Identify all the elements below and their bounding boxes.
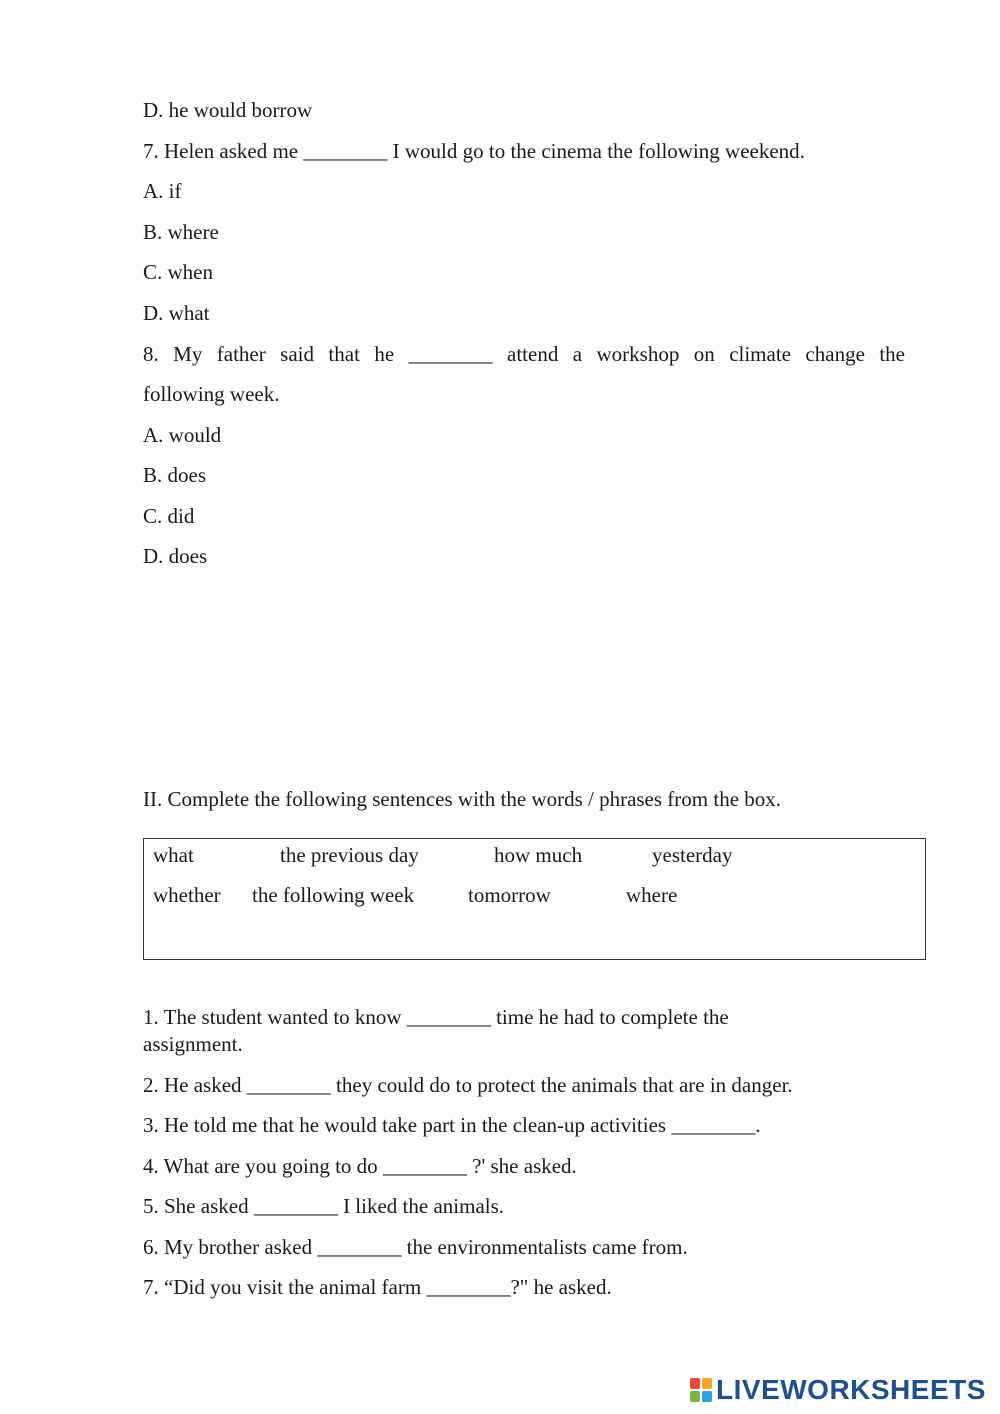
- q8-word: the: [879, 342, 905, 366]
- box-word-whether: whether: [153, 883, 221, 907]
- question-3: 3. He told me that he would take part in the clean-up activities ________.: [143, 1113, 761, 1137]
- q8-word: a: [572, 342, 583, 366]
- q8-word: said: [280, 342, 314, 366]
- q8-word: change: [805, 342, 865, 366]
- question-6: 6. My brother asked ________ the environmentalists came from.: [143, 1235, 688, 1259]
- option-b-q7: B. where: [143, 220, 219, 244]
- question-8-line-1: [143, 341, 905, 367]
- q8-word: on: [693, 342, 715, 366]
- liveworksheets-logo: [690, 1374, 986, 1406]
- option-b-q8: B. does: [143, 463, 206, 487]
- word-box: [143, 838, 926, 960]
- question-1-line-2: assignment.: [143, 1032, 243, 1056]
- option-d-q6: D. he would borrow: [143, 98, 313, 122]
- option-d-q8: D. does: [143, 544, 208, 568]
- q8-word: workshop: [596, 342, 680, 366]
- question-2: 2. He asked ________ they could do to protect the animals that are in danger.: [143, 1073, 793, 1097]
- question-8-line-2: following week.: [143, 382, 280, 406]
- q8-word: that: [328, 342, 360, 366]
- question-4: 4. What are you going to do ________ ?' she asked.: [143, 1154, 577, 1178]
- q8-word: climate: [729, 342, 791, 366]
- question-7: 7. Helen asked me ________ I would go to the cinema the following weekend.: [143, 139, 805, 163]
- q8-word: father: [216, 342, 266, 366]
- liveworksheets-logo-icon: [690, 1378, 712, 1402]
- logo-text: LIVEWORKSHEETS: [716, 1374, 986, 1405]
- question-1-line-1: 1. The student wanted to know ________ time he had to complete the: [143, 1005, 729, 1029]
- question-5: 5. She asked ________ I liked the animals.: [143, 1194, 505, 1218]
- box-word-the-following-week: the following week: [252, 883, 415, 907]
- option-c-q7: C. when: [143, 260, 213, 284]
- question-7-section-2: 7. “Did you visit the animal farm ________?" he asked.: [143, 1275, 612, 1299]
- box-word-how-much: how much: [494, 843, 583, 867]
- q8-blank: ________: [408, 342, 493, 366]
- box-word-yesterday: yesterday: [652, 843, 733, 867]
- option-a-q7: A. if: [143, 179, 182, 203]
- q8-word: he: [374, 342, 395, 366]
- box-word-the-previous-day: the previous day: [280, 843, 419, 867]
- option-a-q8: A. would: [143, 423, 222, 447]
- q8-word: My: [173, 342, 203, 366]
- option-d-q7: D. what: [143, 301, 210, 325]
- option-c-q8: C. did: [143, 504, 195, 528]
- box-word-where: where: [626, 883, 678, 907]
- q8-word: 8.: [143, 342, 159, 366]
- section-2-instruction: II. Complete the following sentences with the words / phrases from the box.: [143, 787, 782, 811]
- q8-word: attend: [507, 342, 559, 366]
- box-word-tomorrow: tomorrow: [468, 883, 551, 907]
- box-word-what: what: [153, 843, 194, 867]
